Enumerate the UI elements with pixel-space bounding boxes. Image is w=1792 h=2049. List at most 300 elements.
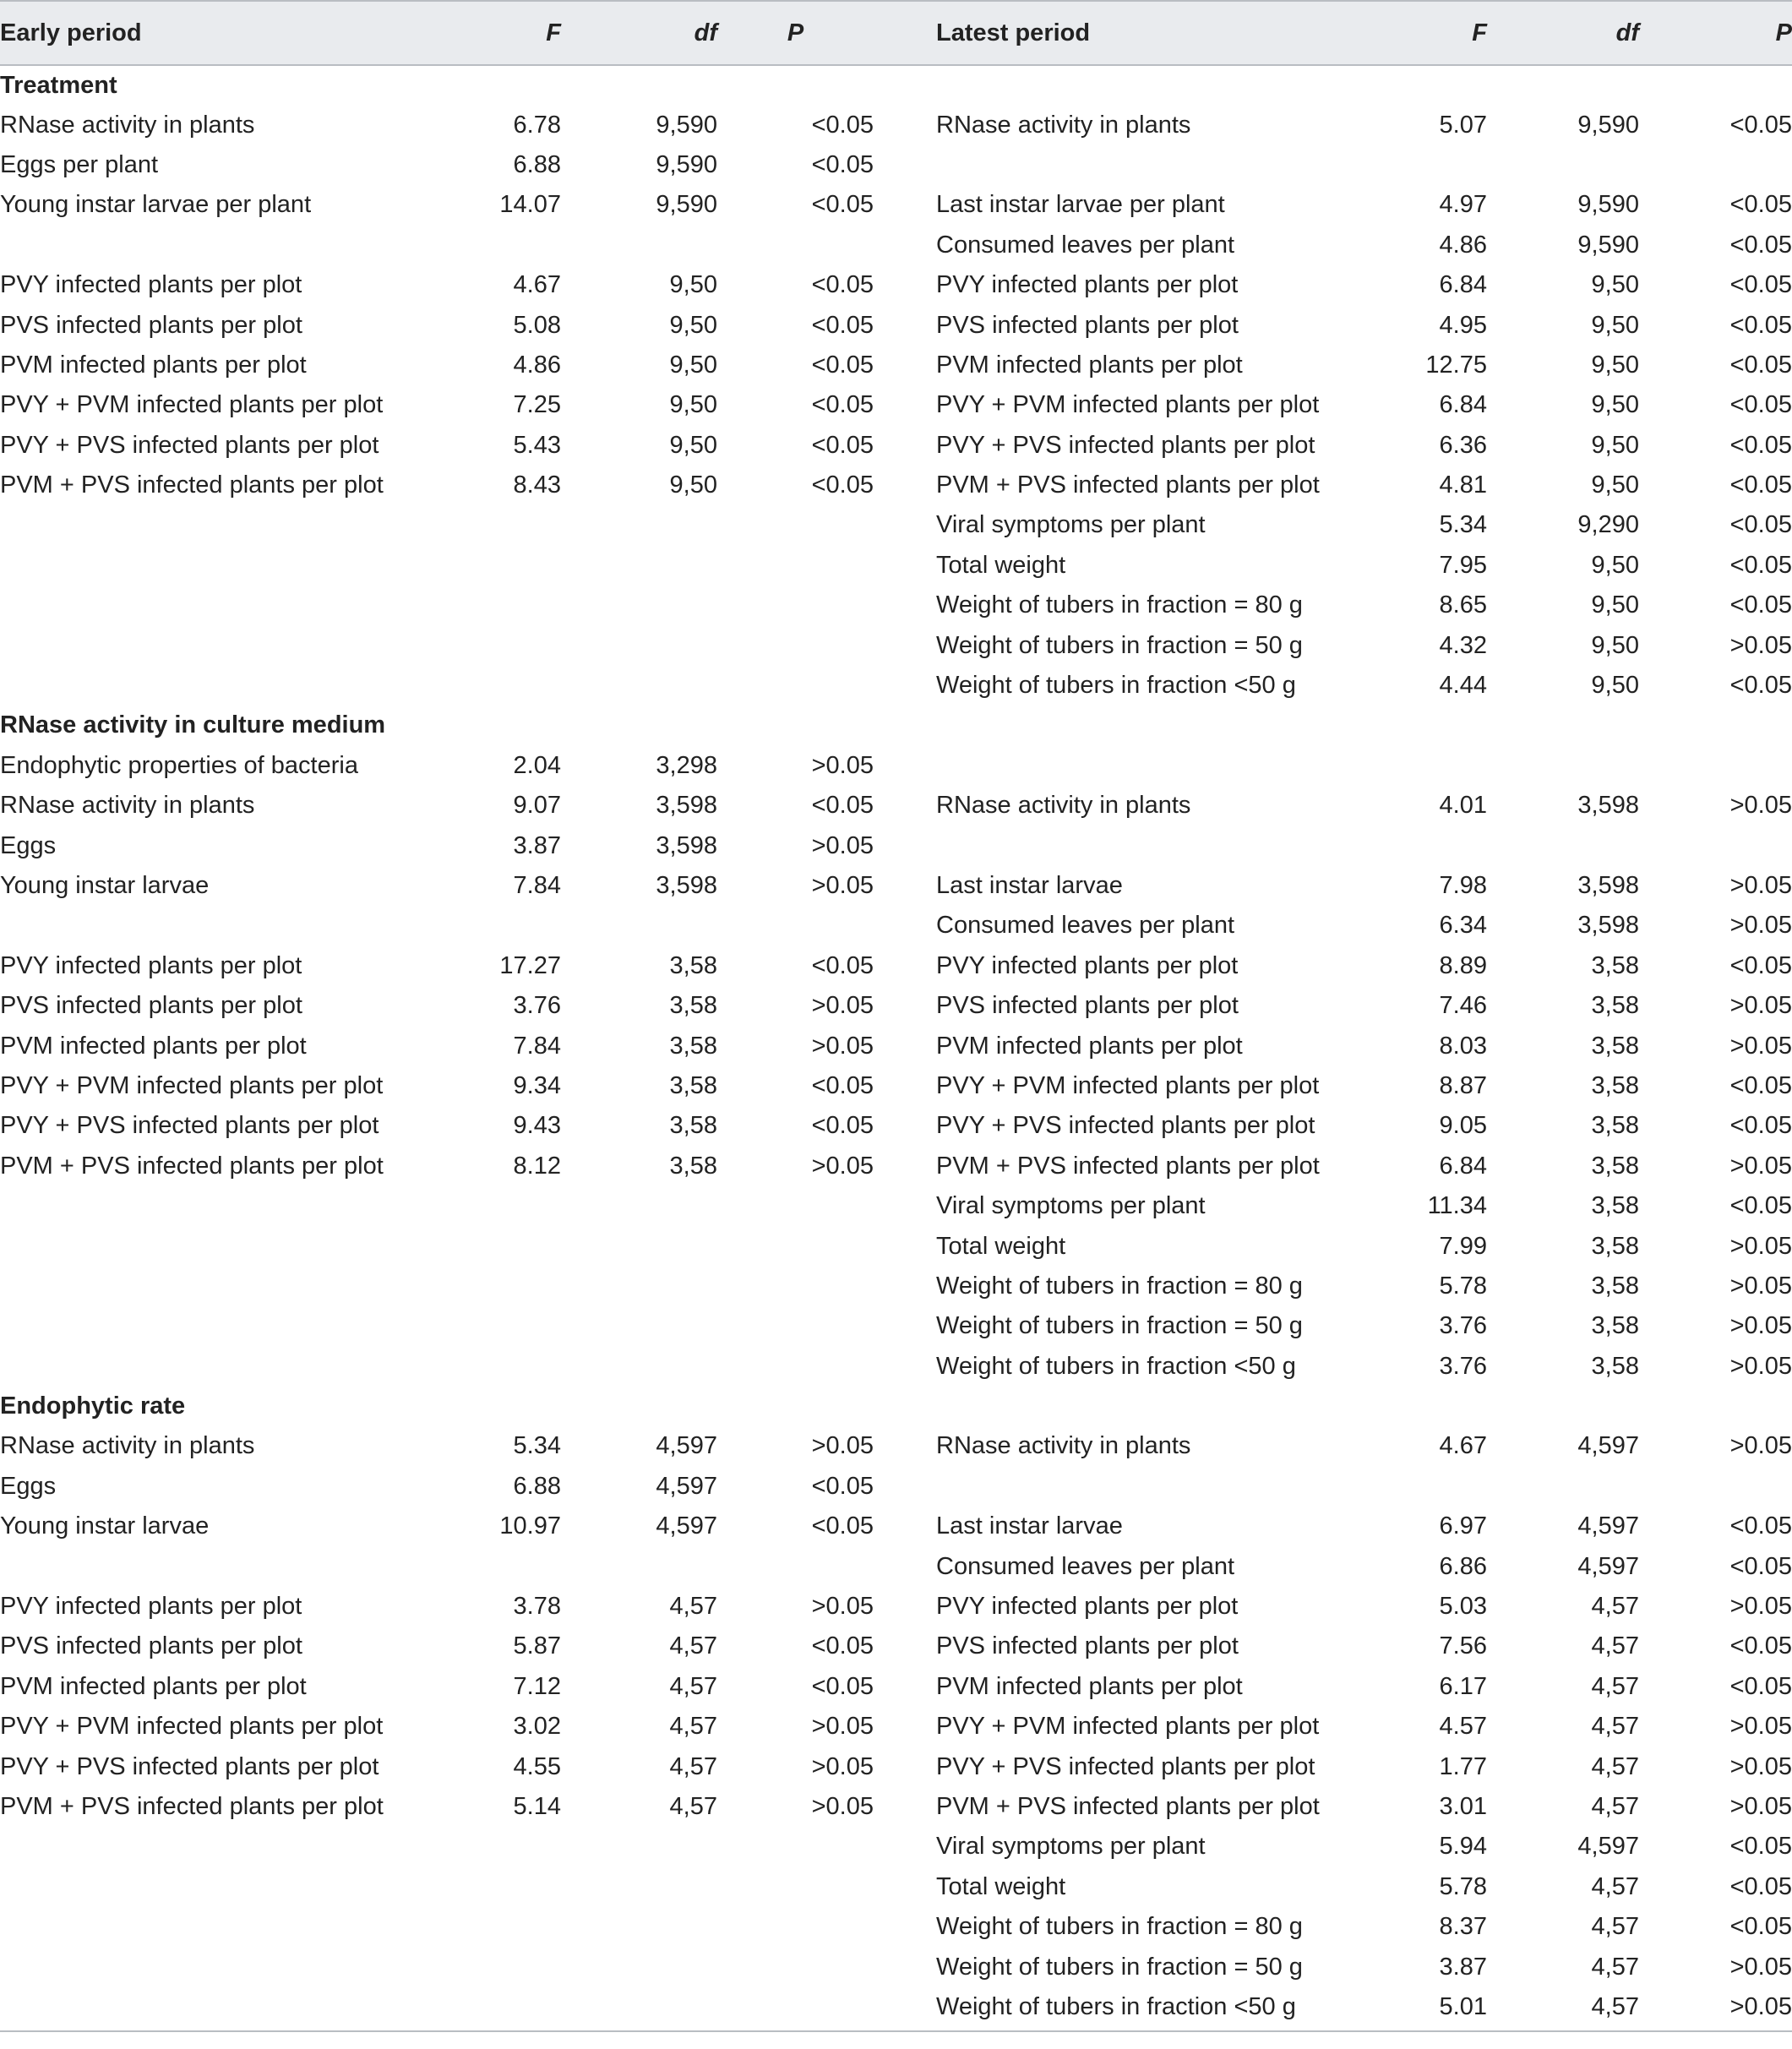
table-row <box>0 1747 1792 1786</box>
latest-label: PVY + PVS infected plants per plot <box>936 431 1315 459</box>
column-gap <box>874 1867 936 1907</box>
early-label: PVY infected plants per plot <box>0 951 302 979</box>
column-gap <box>874 1026 936 1065</box>
early-label: PVY infected plants per plot <box>0 271 302 299</box>
latest-f-value: 9.05 <box>1439 1112 1487 1140</box>
table-row <box>0 1186 1792 1226</box>
latest-p-value: >0.05 <box>1729 1032 1792 1060</box>
table-body <box>0 65 1792 2031</box>
latest-df-value: 4,57 <box>1591 1713 1639 1741</box>
latest-p-value <box>1639 145 1792 185</box>
table-bottom-rule <box>0 2027 1792 2031</box>
latest-p-value <box>1639 1467 1792 1507</box>
latest-df-value: 9,50 <box>1591 591 1639 619</box>
table-row <box>0 305 1792 345</box>
early-label: PVM infected plants per plot <box>0 1032 307 1060</box>
header-df-latest: df <box>1487 1 1639 65</box>
latest-label: Weight of tubers in fraction = 80 g <box>936 1272 1303 1300</box>
early-label <box>0 1987 473 2027</box>
latest-label: Weight of tubers in fraction = 80 g <box>936 1913 1303 1941</box>
early-f-value: 3.76 <box>513 992 561 1020</box>
latest-df-value: 4,57 <box>1591 1913 1639 1941</box>
early-df-value <box>561 1226 717 1266</box>
latest-label <box>936 1467 1399 1507</box>
table-row <box>0 1267 1792 1306</box>
column-gap <box>874 1066 936 1106</box>
early-df-value: 3,598 <box>656 792 717 820</box>
latest-f-value: 4.86 <box>1439 231 1487 259</box>
column-gap <box>874 786 936 826</box>
early-f-value <box>473 505 561 545</box>
early-label: PVY + PVS infected plants per plot <box>0 1112 379 1140</box>
early-f-value: 9.34 <box>513 1071 561 1099</box>
latest-f-value: 6.84 <box>1439 391 1487 419</box>
table-row <box>0 666 1792 706</box>
latest-f-value: 5.34 <box>1439 511 1487 539</box>
early-label <box>0 1907 473 1947</box>
latest-f-value: 7.95 <box>1439 551 1487 579</box>
latest-p-value: >0.05 <box>1729 1152 1792 1180</box>
early-p-value: <0.05 <box>811 951 874 979</box>
latest-label: Total weight <box>936 551 1066 579</box>
latest-p-value: <0.05 <box>1729 1913 1792 1941</box>
latest-f-value <box>1399 746 1487 786</box>
early-label <box>0 1546 473 1586</box>
early-p-value <box>717 1947 874 1986</box>
latest-label: PVM + PVS infected plants per plot <box>936 1152 1320 1180</box>
early-p-value <box>717 1907 874 1947</box>
latest-p-value: <0.05 <box>1729 511 1792 539</box>
section-title: Endophytic rate <box>0 1392 186 1420</box>
latest-label: Weight of tubers in fraction = 50 g <box>936 631 1303 659</box>
early-f-value: 5.87 <box>513 1632 561 1660</box>
early-p-value: >0.05 <box>811 1713 874 1741</box>
table-row <box>0 505 1792 545</box>
latest-p-value: >0.05 <box>1729 1312 1792 1340</box>
table-row <box>0 1226 1792 1266</box>
early-p-value: >0.05 <box>811 992 874 1020</box>
early-df-value <box>561 586 717 625</box>
latest-df-value: 9,590 <box>1577 231 1639 259</box>
latest-label: PVY infected plants per plot <box>936 1593 1239 1621</box>
latest-df-value: 3,58 <box>1591 1272 1639 1300</box>
early-f-value <box>473 1186 561 1226</box>
early-f-value <box>473 586 561 625</box>
latest-df-value: 4,57 <box>1591 1752 1639 1780</box>
latest-p-value: >0.05 <box>1729 1232 1792 1260</box>
early-label: PVM + PVS infected plants per plot <box>0 1792 384 1820</box>
latest-label: PVM infected plants per plot <box>936 1672 1243 1700</box>
early-df-value <box>561 1186 717 1226</box>
early-df-value: 9,50 <box>669 271 717 299</box>
early-p-value: <0.05 <box>811 1632 874 1660</box>
early-p-value: <0.05 <box>811 191 874 219</box>
early-p-value: <0.05 <box>811 391 874 419</box>
latest-f-value: 3.87 <box>1439 1953 1487 1981</box>
column-gap <box>874 385 936 425</box>
latest-p-value: <0.05 <box>1729 191 1792 219</box>
latest-f-value: 5.94 <box>1439 1833 1487 1861</box>
column-gap <box>874 105 936 144</box>
latest-p-value: <0.05 <box>1729 1552 1792 1580</box>
early-label: Young instar larvae <box>0 1512 210 1540</box>
column-gap <box>874 906 936 945</box>
latest-f-value: 3.76 <box>1439 1352 1487 1380</box>
bottom-rule-cell <box>0 2027 1792 2031</box>
table-row <box>0 1066 1792 1106</box>
early-df-value <box>561 505 717 545</box>
early-label <box>0 1267 473 1306</box>
latest-p-value: <0.05 <box>1729 471 1792 499</box>
latest-f-value: 5.78 <box>1439 1272 1487 1300</box>
early-f-value: 17.27 <box>499 951 561 979</box>
early-df-value: 9,50 <box>669 471 717 499</box>
latest-f-value: 4.32 <box>1439 631 1487 659</box>
early-p-value <box>717 1827 874 1866</box>
early-f-value: 8.12 <box>513 1152 561 1180</box>
early-df-value: 4,57 <box>669 1632 717 1660</box>
early-f-value: 7.25 <box>513 391 561 419</box>
latest-df-value: 3,58 <box>1591 992 1639 1020</box>
early-df-value: 3,58 <box>669 951 717 979</box>
header-p-latest: P <box>1639 1 1792 65</box>
column-gap <box>874 1306 936 1346</box>
latest-df-value: 3,58 <box>1591 951 1639 979</box>
latest-f-value: 3.76 <box>1439 1312 1487 1340</box>
table-row <box>0 466 1792 505</box>
latest-label: Viral symptoms per plant <box>936 1192 1206 1220</box>
latest-df-value <box>1487 145 1639 185</box>
table-row <box>0 946 1792 986</box>
early-df-value <box>561 1347 717 1387</box>
early-label <box>0 1226 473 1266</box>
latest-f-value: 4.01 <box>1439 792 1487 820</box>
table-row <box>0 586 1792 625</box>
header-f-early: F <box>473 1 561 65</box>
early-f-value: 7.84 <box>513 872 561 899</box>
column-gap <box>874 1827 936 1866</box>
latest-label: PVY infected plants per plot <box>936 271 1239 299</box>
column-gap <box>874 1347 936 1387</box>
latest-df-value: 3,58 <box>1591 1032 1639 1060</box>
latest-label: PVY + PVM infected plants per plot <box>936 1071 1320 1099</box>
early-p-value <box>717 1867 874 1907</box>
table-row <box>0 1106 1792 1146</box>
column-gap <box>874 946 936 986</box>
header-df-early: df <box>561 1 717 65</box>
column-gap <box>874 546 936 586</box>
early-f-value: 5.34 <box>513 1432 561 1460</box>
latest-label: PVM + PVS infected plants per plot <box>936 1792 1320 1820</box>
table-row <box>0 1347 1792 1387</box>
early-df-value: 3,298 <box>656 751 717 779</box>
early-label: Eggs per plant <box>0 150 159 178</box>
latest-label: Weight of tubers in fraction = 80 g <box>936 591 1303 619</box>
table-row <box>0 1667 1792 1707</box>
latest-p-value: <0.05 <box>1729 311 1792 339</box>
early-label: RNase activity in plants <box>0 111 255 139</box>
early-df-value: 9,590 <box>656 111 717 139</box>
latest-p-value: <0.05 <box>1729 1112 1792 1140</box>
latest-label: PVM + PVS infected plants per plot <box>936 471 1320 499</box>
table-row <box>0 105 1792 144</box>
latest-label <box>936 826 1399 865</box>
early-f-value <box>473 1987 561 2027</box>
early-f-value: 4.86 <box>513 351 561 379</box>
early-p-value <box>717 1306 874 1346</box>
early-p-value <box>717 586 874 625</box>
latest-df-value: 4,57 <box>1591 1992 1639 2020</box>
early-p-value: <0.05 <box>811 1512 874 1540</box>
latest-f-value: 6.84 <box>1439 271 1487 299</box>
early-p-value: >0.05 <box>811 1152 874 1180</box>
latest-label: Last instar larvae <box>936 872 1123 899</box>
latest-f-value: 7.98 <box>1439 872 1487 899</box>
table-row <box>0 1947 1792 1986</box>
early-df-value: 9,50 <box>669 311 717 339</box>
early-label <box>0 1347 473 1387</box>
early-f-value: 6.88 <box>513 150 561 178</box>
column-gap <box>874 1907 936 1947</box>
early-p-value: >0.05 <box>811 751 874 779</box>
latest-df-value: 9,590 <box>1577 111 1639 139</box>
latest-df-value: 9,50 <box>1591 631 1639 659</box>
table-row <box>0 426 1792 466</box>
early-f-value: 6.78 <box>513 111 561 139</box>
early-f-value <box>473 1347 561 1387</box>
latest-df-value: 3,58 <box>1591 1312 1639 1340</box>
latest-f-value: 5.07 <box>1439 111 1487 139</box>
latest-df-value: 9,50 <box>1591 431 1639 459</box>
latest-f-value: 4.44 <box>1439 672 1487 700</box>
early-label: RNase activity in plants <box>0 792 255 820</box>
latest-f-value: 8.89 <box>1439 951 1487 979</box>
early-f-value: 4.67 <box>513 271 561 299</box>
latest-f-value: 5.03 <box>1439 1593 1487 1621</box>
early-p-value <box>717 666 874 706</box>
column-gap <box>874 1467 936 1507</box>
column-gap <box>874 1106 936 1146</box>
early-label: PVY + PVM infected plants per plot <box>0 1713 384 1741</box>
latest-f-value: 5.78 <box>1439 1872 1487 1900</box>
latest-p-value: >0.05 <box>1729 792 1792 820</box>
column-gap <box>874 826 936 865</box>
column-gap <box>874 185 936 225</box>
column-gap <box>874 305 936 345</box>
column-gap <box>874 746 936 786</box>
early-p-value: <0.05 <box>811 271 874 299</box>
header-latest-period: Latest period <box>936 1 1399 65</box>
table-row <box>0 1867 1792 1907</box>
latest-f-value: 12.75 <box>1425 351 1487 379</box>
latest-p-value: >0.05 <box>1729 631 1792 659</box>
latest-label: Total weight <box>936 1872 1066 1900</box>
header-early-period: Early period <box>0 1 473 65</box>
latest-f-value: 4.67 <box>1439 1432 1487 1460</box>
latest-label: Weight of tubers in fraction = 50 g <box>936 1953 1303 1981</box>
early-p-value: >0.05 <box>811 1752 874 1780</box>
column-gap <box>874 986 936 1026</box>
early-label <box>0 1827 473 1866</box>
early-p-value: <0.05 <box>811 351 874 379</box>
early-df-value: 9,590 <box>656 191 717 219</box>
latest-label: PVY infected plants per plot <box>936 951 1239 979</box>
early-f-value: 5.43 <box>513 431 561 459</box>
latest-f-value: 5.01 <box>1439 1992 1487 2020</box>
early-p-value <box>717 505 874 545</box>
latest-df-value: 3,58 <box>1591 1112 1639 1140</box>
latest-p-value <box>1639 746 1792 786</box>
latest-df-value: 4,57 <box>1591 1672 1639 1700</box>
section-header-row <box>0 65 1792 105</box>
latest-df-value: 9,50 <box>1591 471 1639 499</box>
early-f-value: 7.12 <box>513 1672 561 1700</box>
early-label: PVM infected plants per plot <box>0 1672 307 1700</box>
table-row <box>0 1026 1792 1065</box>
early-df-value: 3,58 <box>669 1071 717 1099</box>
early-label: PVY + PVS infected plants per plot <box>0 431 379 459</box>
early-p-value: <0.05 <box>811 1071 874 1099</box>
early-f-value <box>473 1546 561 1586</box>
latest-label: Consumed leaves per plant <box>936 231 1235 259</box>
early-p-value <box>717 1226 874 1266</box>
latest-f-value: 4.81 <box>1439 471 1487 499</box>
latest-label: PVS infected plants per plot <box>936 992 1239 1020</box>
early-df-value: 3,58 <box>669 1112 717 1140</box>
latest-p-value: <0.05 <box>1729 271 1792 299</box>
early-label: PVS infected plants per plot <box>0 992 302 1020</box>
latest-df-value: 9,50 <box>1591 672 1639 700</box>
latest-df-value: 9,50 <box>1591 311 1639 339</box>
table-row <box>0 1147 1792 1186</box>
early-p-value: >0.05 <box>811 872 874 899</box>
column-gap <box>874 666 936 706</box>
latest-p-value: <0.05 <box>1729 1632 1792 1660</box>
latest-p-value: <0.05 <box>1729 231 1792 259</box>
table-row <box>0 1787 1792 1827</box>
latest-f-value <box>1399 826 1487 865</box>
latest-f-value: 8.87 <box>1439 1071 1487 1099</box>
latest-label: PVS infected plants per plot <box>936 1632 1239 1660</box>
latest-f-value: 4.95 <box>1439 311 1487 339</box>
early-label: RNase activity in plants <box>0 1432 255 1460</box>
early-f-value: 8.43 <box>513 471 561 499</box>
column-gap <box>874 1747 936 1786</box>
column-gap <box>874 1507 936 1546</box>
column-gap <box>874 1987 936 2027</box>
column-gap <box>874 1147 936 1186</box>
latest-p-value: >0.05 <box>1729 1272 1792 1300</box>
latest-label: RNase activity in plants <box>936 1432 1191 1460</box>
latest-df-value: 4,57 <box>1591 1632 1639 1660</box>
column-gap <box>874 346 936 385</box>
header-f-latest: F <box>1399 1 1487 65</box>
early-df-value: 3,58 <box>669 992 717 1020</box>
early-f-value <box>473 1867 561 1907</box>
latest-df-value: 4,597 <box>1577 1552 1639 1580</box>
table-row <box>0 1707 1792 1747</box>
early-f-value <box>473 1267 561 1306</box>
latest-label: Weight of tubers in fraction <50 g <box>936 1352 1296 1380</box>
early-df-value: 3,598 <box>656 872 717 899</box>
table-row <box>0 826 1792 865</box>
latest-f-value: 8.37 <box>1439 1913 1487 1941</box>
early-label: PVY infected plants per plot <box>0 1593 302 1621</box>
early-f-value: 14.07 <box>499 191 561 219</box>
section-title: Treatment <box>0 71 117 99</box>
table-row <box>0 866 1792 906</box>
early-df-value <box>561 1827 717 1866</box>
early-f-value <box>473 906 561 945</box>
latest-label: Last instar larvae per plant <box>936 191 1225 219</box>
early-label: PVY + PVS infected plants per plot <box>0 1752 379 1780</box>
latest-df-value: 3,58 <box>1591 1152 1639 1180</box>
latest-df-value: 4,57 <box>1591 1792 1639 1820</box>
early-df-value: 4,57 <box>669 1752 717 1780</box>
early-p-value <box>717 1347 874 1387</box>
table-row <box>0 1827 1792 1866</box>
early-f-value: 5.14 <box>513 1792 561 1820</box>
column-gap <box>874 1707 936 1747</box>
latest-p-value: <0.05 <box>1729 672 1792 700</box>
early-df-value: 3,58 <box>669 1152 717 1180</box>
early-f-value: 5.08 <box>513 311 561 339</box>
latest-label: PVY + PVS infected plants per plot <box>936 1752 1315 1780</box>
early-p-value: <0.05 <box>811 431 874 459</box>
early-df-value <box>561 1867 717 1907</box>
column-gap <box>874 1947 936 1986</box>
early-f-value <box>473 1907 561 1947</box>
early-label: PVM + PVS infected plants per plot <box>0 471 384 499</box>
latest-f-value: 1.77 <box>1439 1752 1487 1780</box>
early-p-value: <0.05 <box>811 792 874 820</box>
latest-p-value: >0.05 <box>1729 1713 1792 1741</box>
latest-df-value: 9,50 <box>1591 391 1639 419</box>
latest-df-value: 9,50 <box>1591 351 1639 379</box>
early-p-value: >0.05 <box>811 1792 874 1820</box>
column-gap <box>874 1267 936 1306</box>
latest-p-value: <0.05 <box>1729 431 1792 459</box>
latest-df-value: 3,598 <box>1577 792 1639 820</box>
latest-p-value: >0.05 <box>1729 992 1792 1020</box>
latest-label: RNase activity in plants <box>936 111 1191 139</box>
early-df-value <box>561 1947 717 1986</box>
early-label: Young instar larvae per plant <box>0 191 312 219</box>
early-df-value: 4,597 <box>656 1512 717 1540</box>
early-label <box>0 1306 473 1346</box>
table-header-row <box>0 1 1792 65</box>
latest-p-value: <0.05 <box>1729 1872 1792 1900</box>
early-p-value: >0.05 <box>811 1593 874 1621</box>
early-df-value: 9,50 <box>669 351 717 379</box>
latest-p-value: >0.05 <box>1729 1953 1792 1981</box>
early-df-value: 4,597 <box>656 1432 717 1460</box>
latest-f-value <box>1399 1467 1487 1507</box>
column-gap <box>874 1627 936 1666</box>
latest-df-value: 4,57 <box>1591 1593 1639 1621</box>
early-df-value: 9,50 <box>669 391 717 419</box>
early-label <box>0 666 473 706</box>
latest-p-value: >0.05 <box>1729 1593 1792 1621</box>
early-label: PVM infected plants per plot <box>0 351 307 379</box>
latest-label: Weight of tubers in fraction = 50 g <box>936 1312 1303 1340</box>
latest-f-value: 3.01 <box>1439 1792 1487 1820</box>
early-p-value: <0.05 <box>811 150 874 178</box>
header-p-early: P <box>717 1 874 65</box>
latest-df-value: 4,57 <box>1591 1872 1639 1900</box>
latest-df-value: 9,290 <box>1577 511 1639 539</box>
early-f-value: 10.97 <box>499 1512 561 1540</box>
